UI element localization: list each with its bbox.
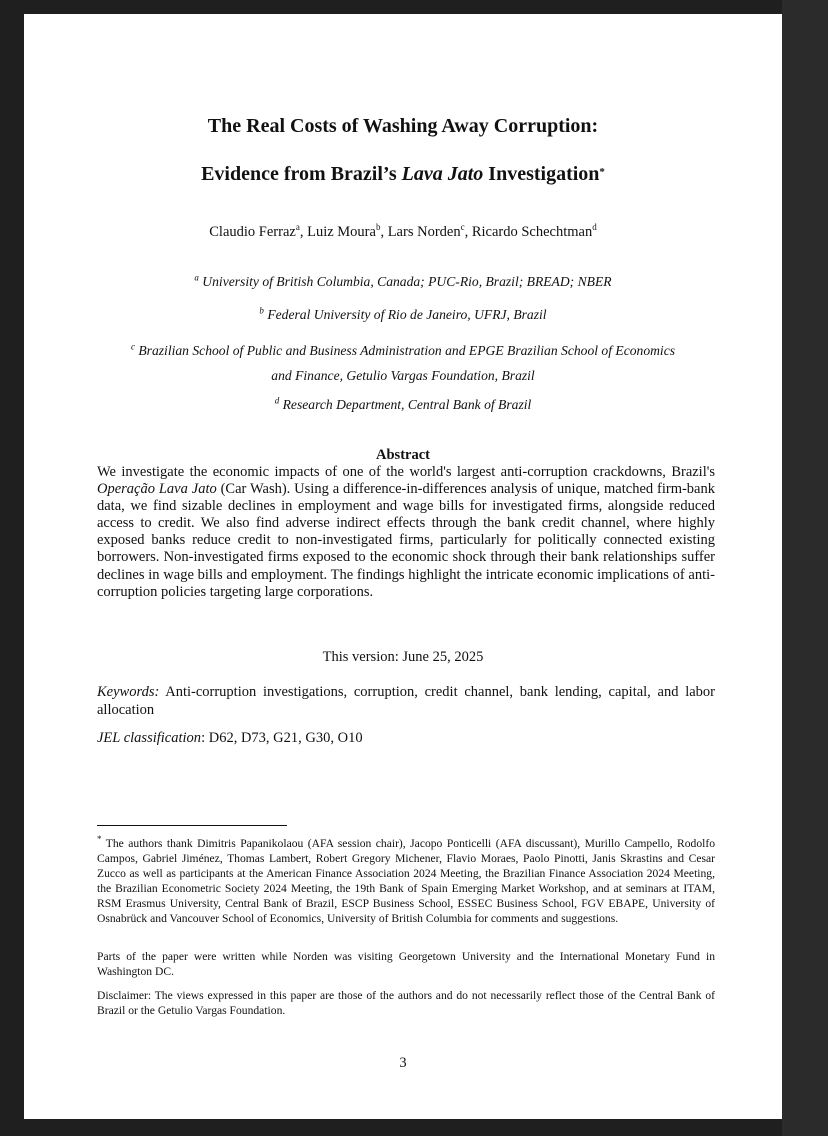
version-date: This version: June 25, 2025 xyxy=(322,649,484,665)
keywords xyxy=(97,684,715,719)
author-name: Ricardo Schechtman xyxy=(471,224,593,240)
affiliation-text-line1: Brazilian School of Public and Business Administration and EPGE Brazilian School of Economics xyxy=(138,343,676,358)
abstract-text-post: (Car Wash). Using a difference-in-differences analysis of unique, matched firm-bank data, we find sizable declines in employment and wage bills for investigated firms, alongside reduced access to credit. We also find adverse indirect effects through the bank credit channel, where highly exposed banks reduce credit to non-investigated firms, particularly for politically connected existing borrowers. Non-investigated firms exposed to the economic shock through their bank relationships suffer declines in wage bills and employment. The findings highlight the intricate economic implications of anti-corruption policies targeting large corporations. xyxy=(97,481,715,600)
affiliation-a xyxy=(24,273,782,291)
affiliation-b xyxy=(24,306,782,324)
affiliation-text: Federal University of Rio de Janeiro, UFRJ, Brazil xyxy=(267,307,547,322)
author-sup: b xyxy=(375,222,381,233)
affiliation-text: University of British Columbia, Canada; PUC-Rio, Brazil; BREAD; NBER xyxy=(202,274,612,289)
author-sup: c xyxy=(460,222,465,233)
affiliation-text-line2: and Finance, Getulio Vargas Foundation, Brazil xyxy=(271,368,535,383)
footnote-disclaimer: Disclaimer: The views expressed in this paper are those of the authors and do not necessarily reflect those of the Central Bank of Brazil or the Getulio Vargas Foundation. xyxy=(97,989,715,1018)
author-list: Claudio Ferraz$^a$, Luiz Moura$^b$, Lars Norden$^c$, Ricardo Schechtman$^d$ xyxy=(209,222,597,240)
author-name: Luiz Moura xyxy=(307,224,376,240)
author-name: Lars Norden xyxy=(387,224,461,240)
paper-title-line2 xyxy=(24,162,782,186)
keywords-label: Keywords: xyxy=(97,684,160,700)
footnote-visit: Parts of the paper were written while Norden was visiting Georgetown University and the International Monetary Fund in Washington DC. xyxy=(97,950,715,979)
affiliation-sup: d xyxy=(274,395,280,406)
footnote-mark: * xyxy=(97,834,102,845)
affiliation-c xyxy=(24,338,782,388)
title-text-post: Investigation xyxy=(483,163,600,185)
affiliation-sup: c xyxy=(130,341,135,352)
abstract-text-pre: We investigate the economic impacts of one of the world's largest anti-corruption crackdowns, Brazil's xyxy=(97,464,715,480)
abstract-text-italic: Operação Lava Jato xyxy=(97,481,217,498)
keywords-text: Anti-corruption investigations, corruption, credit channel, bank lending, capital, and labor allocation xyxy=(97,684,715,718)
title-text-italic: Lava Jato xyxy=(401,163,484,185)
title-footnote-mark: * xyxy=(599,166,605,178)
affiliation-sup: a xyxy=(194,272,199,283)
author-sup: d xyxy=(592,222,597,233)
footnote-divider xyxy=(97,825,287,826)
viewer-background-band xyxy=(782,0,828,1136)
paper-title-line1: The Real Costs of Washing Away Corruption: xyxy=(207,115,599,137)
author-sup: a xyxy=(295,222,300,233)
jel-label: JEL classification xyxy=(97,730,202,746)
abstract-body xyxy=(97,464,715,601)
footnote-acknowledgements xyxy=(97,836,715,927)
abstract-heading: Abstract xyxy=(376,447,430,463)
affiliation-text: Research Department, Central Bank of Brazil xyxy=(282,397,532,412)
author-name: Claudio Ferraz xyxy=(209,224,296,240)
affiliation-d xyxy=(24,396,782,414)
paper-page xyxy=(24,14,782,1119)
jel-classification xyxy=(97,729,715,747)
footnote-text: The authors thank Dimitris Papanikolaou (AFA session chair), Jacopo Ponticelli (AFA discussant), Murillo Campello, Rodolfo Campos, Gabriel Jiménez, Thomas Lambert, Robert Gregory Michener, Flavio Moraes, Paolo Pinotti, Janis Skrastins and Cesar Zucco as well as participants at the American Finance Association 2024 Meeting, the Brazilian Finance Association 2024 Meeting, the Brazilian Econometric Society 2024 Meeting, the 19th Bank of Spain Emerging Market Workshop, and at seminars at ITAM, RSM Erasmus University, Central Bank of Brazil, ESCP Business School, ESSEC Business School, FGV EBAPE, University of Osnabrück and Vancouver School of Economics, University of British Columbia for comments and suggestions. xyxy=(97,837,715,926)
page-number: 3 xyxy=(399,1055,407,1071)
affiliation-sup: b xyxy=(259,305,264,316)
title-text-pre: Evidence from Brazil’s xyxy=(201,163,402,185)
jel-text: : D62, D73, G21, G30, O10 xyxy=(201,730,363,746)
